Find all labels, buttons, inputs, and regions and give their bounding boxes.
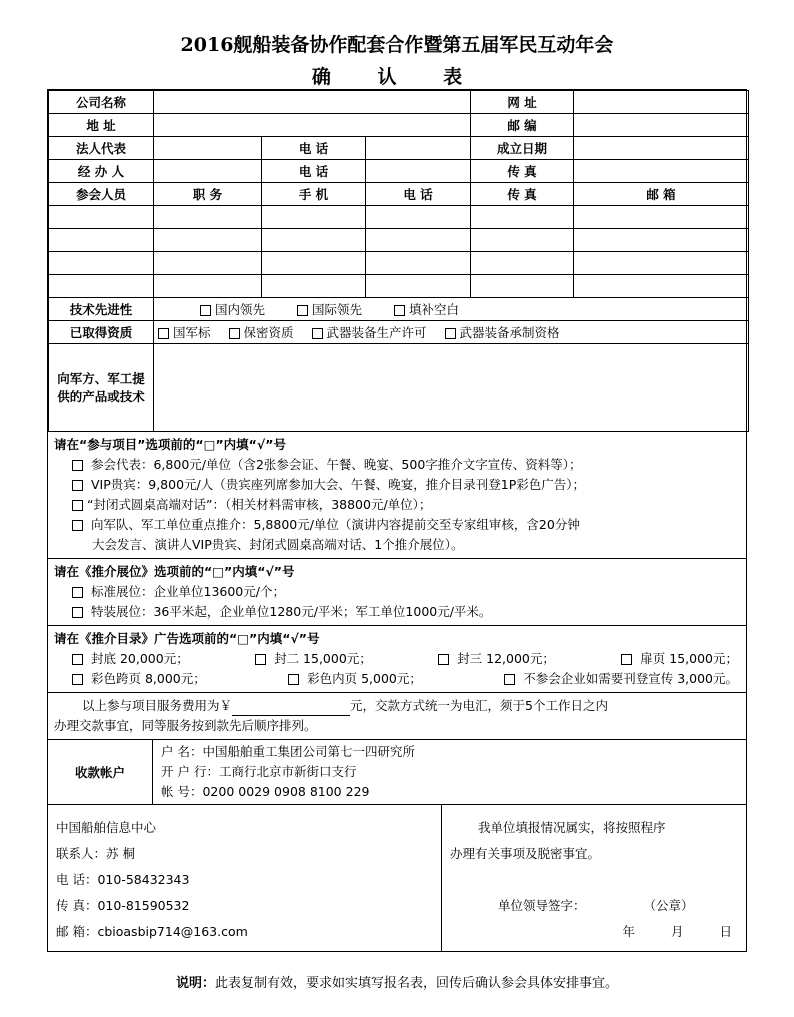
- checkbox-icon[interactable]: [158, 328, 169, 339]
- address-label: 地 址: [49, 114, 154, 137]
- legal-rep-field[interactable]: [154, 137, 262, 160]
- col-email-header: 邮 箱: [574, 183, 749, 206]
- account-name: 户 名：中国船舶重工集团公司第七一四研究所: [161, 744, 415, 759]
- checkbox-icon[interactable]: [72, 460, 83, 471]
- checkbox-icon[interactable]: [297, 305, 308, 316]
- participation-section: 请在“参与项目”选项前的“□”内填“√”号 参会代表：6,800元/单位（含2张参会证、午餐、晚宴、500字推介文字宣传、资料等）； VIP贵宾：9,800元/人（贵宾座列席参加大会、午餐、晚宴，推介目录刊登1P彩色广告）； “封闭式圆桌高端对话”：（相关材料需审核，38800元/单位）； 向军队、军工单位重点推介：5,8800元/单位（演讲内容提前交至专家组审核，含20分钟 大会发言、演讲人VIP贵宾、封闭式圆桌高端对话、1个推介展位）。: [48, 432, 746, 558]
- page-subtitle: 确 认 表: [311, 66, 483, 88]
- phone-label: 电 话: [262, 137, 366, 160]
- contact-phone: 电 话：010-58432343: [56, 872, 190, 887]
- declaration: 我单位填报情况属实，将按照程序 办理有关事项及脱密事宜。 单位领导签字： （公章） 年 月 日: [450, 820, 732, 939]
- checkbox-icon[interactable]: [72, 587, 83, 598]
- seal-label: （公章）: [643, 898, 694, 913]
- attendees-label: 参会人员: [49, 183, 154, 206]
- fax-label: 传 真: [471, 160, 574, 183]
- info-table: [48, 90, 749, 432]
- checkbox-icon[interactable]: [621, 654, 632, 665]
- confirmation-form: [47, 89, 747, 952]
- website-label: 网 址: [471, 91, 574, 114]
- fee-amount-field[interactable]: [232, 701, 350, 716]
- checkbox-icon[interactable]: [255, 654, 266, 665]
- qualification-label: 已取得资质: [49, 321, 154, 344]
- contact-fax: 传 真：010-81590532: [56, 898, 190, 913]
- products-label: 向军方、军工提供的产品或技术: [49, 344, 154, 432]
- checkbox-icon[interactable]: [72, 500, 83, 511]
- contact-info: [48, 805, 442, 951]
- legal-rep-label: 法人代表: [49, 137, 154, 160]
- address-field[interactable]: [154, 114, 471, 137]
- company-name-label: 公司名称: [49, 91, 154, 114]
- postcode-label: 邮 编: [471, 114, 574, 137]
- postcode-field[interactable]: [574, 114, 749, 137]
- attendee-row: [49, 229, 749, 252]
- col-fax-header: 传 真: [471, 183, 574, 206]
- checkbox-icon[interactable]: [72, 674, 83, 685]
- attendee-row: [49, 252, 749, 275]
- phone-field[interactable]: [366, 137, 471, 160]
- checkbox-icon[interactable]: [200, 305, 211, 316]
- checkbox-icon[interactable]: [288, 674, 299, 685]
- checkbox-icon[interactable]: [504, 674, 515, 685]
- founded-label: 成立日期: [471, 137, 574, 160]
- qualification-options: 国军标 保密资质 武器装备生产许可 武器装备承制资格: [154, 321, 749, 344]
- signature-label: 单位领导签字：: [498, 898, 586, 913]
- account-number: 帐 号：0200 0029 0908 8100 229: [161, 784, 370, 799]
- checkbox-icon[interactable]: [445, 328, 456, 339]
- account-label: 收款帐户: [48, 740, 153, 804]
- checkbox-icon[interactable]: [229, 328, 240, 339]
- catalog-heading: 请在《推介目录》广告选项前的“□”内填“√”号: [54, 631, 320, 646]
- col-mobile-header: 手 机: [262, 183, 366, 206]
- checkbox-icon[interactable]: [72, 654, 83, 665]
- account-section: [48, 739, 746, 804]
- checkbox-icon[interactable]: [72, 607, 83, 618]
- website-field[interactable]: [574, 91, 749, 114]
- footnote: 说明：此表复制有效，要求如实填写报名表，回传后确认参会具体安排事宜。: [175, 976, 619, 991]
- founded-field[interactable]: [574, 137, 749, 160]
- handler-phone-field[interactable]: [366, 160, 471, 183]
- checkbox-icon[interactable]: [394, 305, 405, 316]
- page-title: 2016舰船装备协作配套合作暨第五届军民互动年会: [180, 34, 614, 56]
- handler-field[interactable]: [154, 160, 262, 183]
- checkbox-icon[interactable]: [72, 480, 83, 491]
- company-name-field[interactable]: [154, 91, 471, 114]
- handler-label: 经 办 人: [49, 160, 154, 183]
- contact-person: 联系人：苏 桐: [56, 846, 135, 861]
- col-phone-header: 电 话: [366, 183, 471, 206]
- fee-section: 以上参与项目服务费用为￥ 元，交款方式统一为电汇，须于5个工作日之内 办理交款事宜，同等服务按到款先后顺序排列。: [48, 692, 746, 739]
- checkbox-icon[interactable]: [438, 654, 449, 665]
- fax-field[interactable]: [574, 160, 749, 183]
- handler-phone-label: 电 话: [262, 160, 366, 183]
- catalog-section: 请在《推介目录》广告选项前的“□”内填“√”号 封底 20,000元； 封二 15,000元； 封三 12,000元； 扉页 15,000元； 彩色跨页 8,000元； 彩色内页 5,000元； 不参会企业如需要刊登宣传 3,000元。: [48, 625, 746, 692]
- booth-heading: 请在《推介展位》选项前的“□”内填“√”号: [54, 564, 295, 579]
- checkbox-icon[interactable]: [312, 328, 323, 339]
- participation-heading: 请在“参与项目”选项前的“□”内填“√”号: [54, 437, 286, 452]
- booth-section: 请在《推介展位》选项前的“□”内填“√”号 标准展位：企业单位13600元/个； 特装展位：36平米起，企业单位1280元/平米；军工单位1000元/平米。: [48, 558, 746, 625]
- attendee-row: [49, 206, 749, 229]
- attendee-row: [49, 275, 749, 298]
- products-field[interactable]: [154, 344, 749, 432]
- footer-section: [48, 804, 746, 951]
- account-bank: 开 户 行：工商行北京市新街口支行: [161, 764, 357, 779]
- tech-options: 国内领先 国际领先 填补空白: [154, 298, 749, 321]
- contact-email: 邮 箱：cbioasbip714@163.com: [56, 924, 248, 939]
- col-title-header: 职 务: [154, 183, 262, 206]
- contact-org: 中国船舶信息中心: [56, 820, 157, 835]
- checkbox-icon[interactable]: [72, 520, 83, 531]
- tech-label: 技术先进性: [49, 298, 154, 321]
